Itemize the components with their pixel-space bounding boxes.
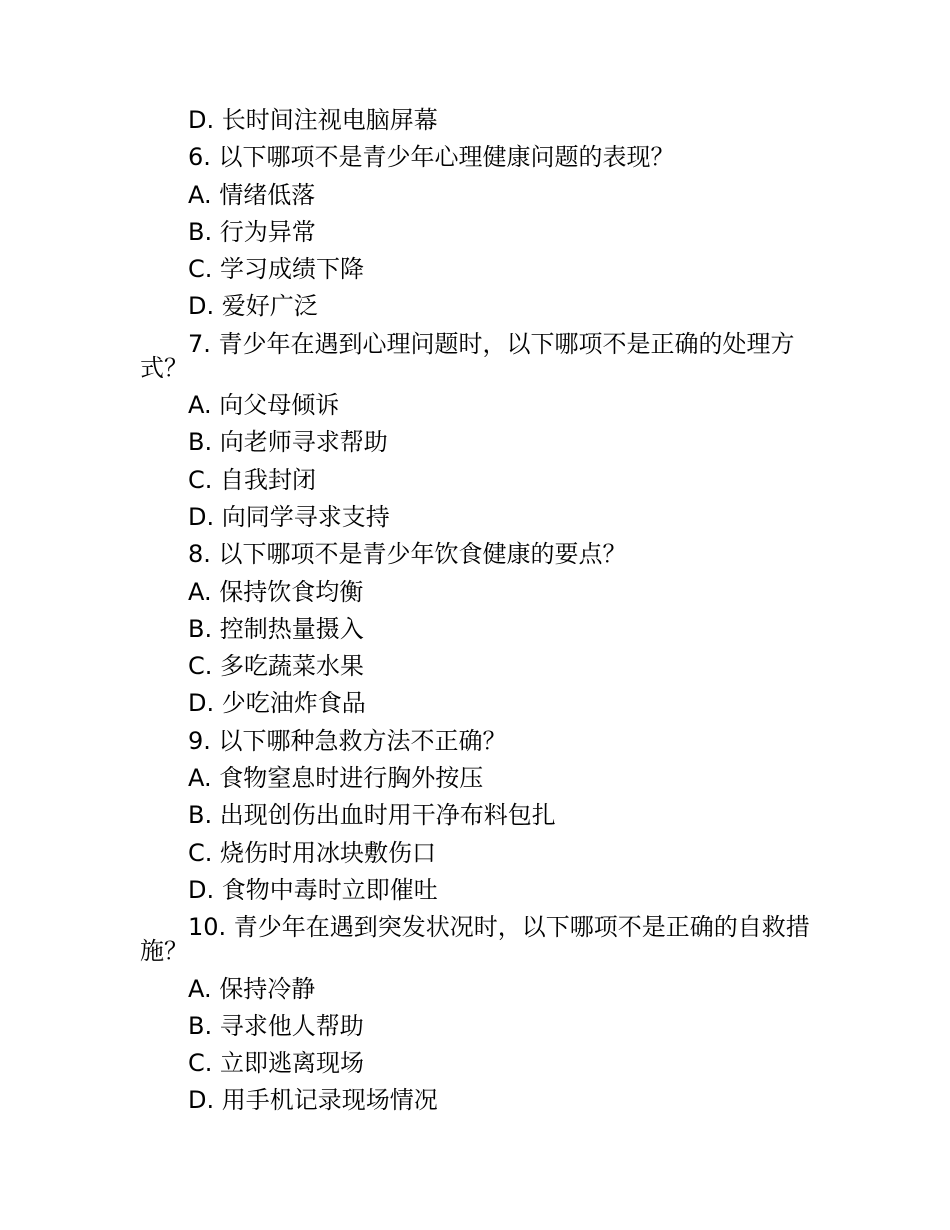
- option-line: B. 寻求他人帮助: [188, 1011, 364, 1040]
- option-line: B. 向老师寻求帮助: [188, 428, 388, 457]
- option-line: A. 保持冷静: [188, 974, 316, 1003]
- option-line: C. 多吃蔬菜水果: [188, 652, 365, 681]
- question-line: 10. 青少年在遇到突发状况时，以下哪项不是正确的自救措施？: [140, 913, 810, 966]
- option-line: D. 长时间注视电脑屏幕: [188, 106, 438, 134]
- question-line: 9. 以下哪种急救方法不正确？: [188, 726, 507, 755]
- option-line: A. 食物窒息时进行胸外按压: [188, 764, 484, 793]
- question-list: [140, 102, 820, 1120]
- option-line: D. 向同学寻求支持: [188, 502, 390, 531]
- option-line: D. 用手机记录现场情况: [188, 1086, 438, 1115]
- question-line: 6. 以下哪项不是青少年心理健康问题的表现？: [188, 143, 675, 172]
- option-line: B. 控制热量摄入: [188, 614, 364, 643]
- option-line: D. 少吃油炸食品: [188, 689, 366, 718]
- option-line: A. 情绪低落: [188, 180, 316, 209]
- option-line: D. 食物中毒时立即催吐: [188, 875, 438, 904]
- option-line: A. 保持饮食均衡: [188, 577, 364, 606]
- option-line: C. 学习成绩下降: [188, 255, 365, 284]
- option-line: D. 爱好广泛: [188, 292, 318, 321]
- question-line: 8. 以下哪项不是青少年饮食健康的要点？: [188, 540, 627, 569]
- option-line: C. 立即逃离现场: [188, 1049, 365, 1078]
- option-line: C. 自我封闭: [188, 465, 317, 494]
- option-line: C. 烧伤时用冰块敷伤口: [188, 838, 437, 867]
- question-line: 7. 青少年在遇到心理问题时，以下哪项不是正确的处理方式？: [140, 329, 795, 382]
- option-line: A. 向父母倾诉: [188, 391, 340, 420]
- option-line: B. 出现创伤出血时用干净布料包扎: [188, 801, 556, 830]
- option-line: B. 行为异常: [188, 217, 316, 246]
